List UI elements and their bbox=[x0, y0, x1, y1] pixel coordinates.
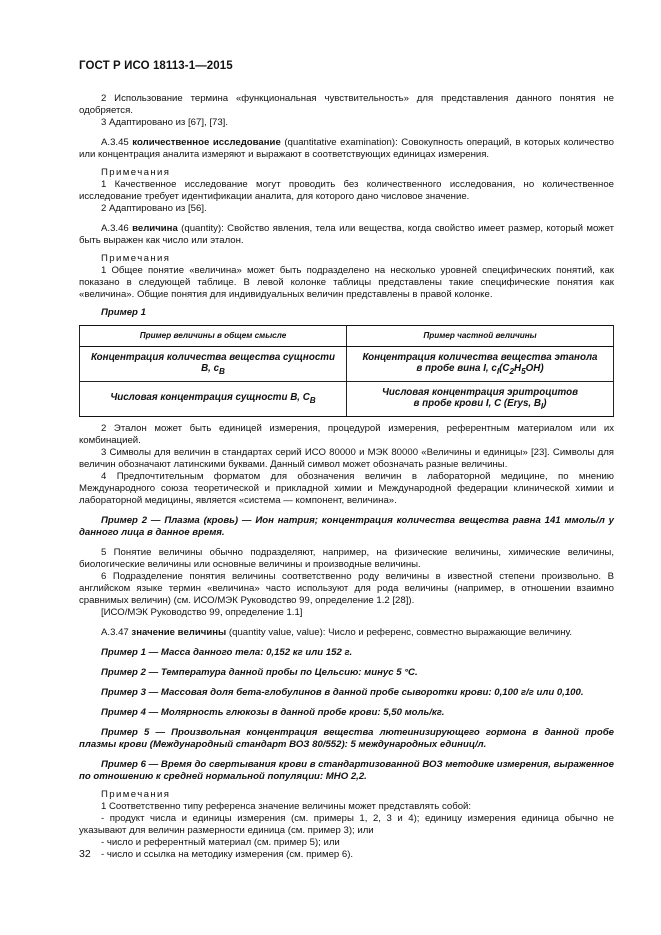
clause-number: А.3.46 bbox=[101, 223, 129, 234]
example-value-4: Пример 4 — Молярность глюкозы в данной пробе крови: 5,50 моль/кг. bbox=[101, 707, 445, 718]
paragraph: 4 Предпочтительным форматом для обозначения величин в лабораторной медицине, по мнению Международного союза теоретической и прикладной химии и Международной федерации клинической химии и лабораторной медицины, является «система — компонент, величина». bbox=[79, 471, 614, 506]
paragraph: 2 Эталон может быть единицей измерения, процедурой измерения, референтным материалом или их комбинацией. bbox=[79, 423, 614, 446]
list-item: - число и ссылка на методику измерения (см. пример 6). bbox=[101, 849, 354, 860]
example-table bbox=[79, 325, 614, 417]
definition-a347 bbox=[79, 627, 614, 639]
definition-a345 bbox=[79, 137, 614, 161]
notes-label: Примечания bbox=[101, 253, 171, 264]
term: величина bbox=[132, 223, 178, 234]
table-cell: Числовая концентрация эритроцитов в пробе крови I, C (Erys, $B_I$) bbox=[347, 382, 614, 417]
term: количественное исследование bbox=[132, 137, 281, 148]
definition-text: (quantity value, value): Число и референс, совместно выражающие величину. bbox=[226, 627, 573, 638]
example-value-1: Пример 1 — Масса данного тела: 0,152 кг или 152 г. bbox=[101, 647, 353, 658]
table-header-general: Пример величины в общем смысле bbox=[80, 326, 347, 347]
table-cell: Концентрация количества вещества сущности B, $c_B$ bbox=[80, 347, 347, 382]
example-value-5: Пример 5 — Произвольная концентрация вещества лютеинизирующего гормона в данной пробе плазмы крови (Международный стандарт ВОЗ 80/552): 5 международных единиц/л. bbox=[79, 727, 614, 750]
example-2: Пример 2 — Плазма (кровь) — Ион натрия; концентрация количества вещества равна 141 ммоль/л у данного лица в данное время. bbox=[79, 515, 614, 538]
main-content bbox=[79, 93, 614, 861]
example-value-3: Пример 3 — Массовая доля бета-глобулинов в данной пробе сыворотки крови: 0,100 г/г или 0,100. bbox=[101, 687, 584, 698]
example-value-2: Пример 2 — Температура данной пробы по Цельсию: минус 5 °C. bbox=[101, 667, 418, 678]
paragraph: 3 Символы для величин в стандартах серий ИСО 80000 и МЭК 80000 «Величины и единицы» [23]. Символы для величин обозначают латинскими буквами. Данный символ может обозначать разные величины. bbox=[79, 447, 614, 470]
page-number: 32 bbox=[79, 848, 91, 860]
paragraph: 1 Общее понятие «величина» может быть подразделено на несколько уровней специфических понятий, как показано в следующей таблице. В левой колонке таблицы представлены такие специфические понятия как «величина». Общие понятия для индивидуальных величин представлены в правой колонке. bbox=[79, 265, 614, 300]
paragraph-reference: [ИСО/МЭК Руководство 99, определение 1.1] bbox=[101, 607, 303, 618]
clause-number: А.3.45 bbox=[101, 137, 129, 148]
term: значение величины bbox=[131, 627, 227, 638]
definition-text: (quantitative examination): Совокупность операций, в которых количество или концентрация аналита измеряют и выражают в соответствующих единицах измерения. bbox=[79, 137, 614, 160]
paragraph: 1 Соответственно типу референса значение величины может представлять собой: bbox=[101, 801, 472, 812]
paragraph: 2 Использование термина «функциональная чувствительность» для представления данного понятия не одобряется. bbox=[79, 93, 614, 116]
notes-label: Примечания bbox=[101, 167, 171, 178]
paragraph: 3 Адаптировано из [67], [73]. bbox=[101, 117, 228, 128]
list-item: - число и референтный материал (см. пример 5); или bbox=[101, 837, 340, 848]
clause-number: А.3.47 bbox=[101, 627, 129, 638]
table-cell: Концентрация количества вещества этанола в пробе вина I, $c_I(C_2H_5OH)$ bbox=[347, 347, 614, 382]
table-cell: Числовая концентрация сущности B, $C_B$ bbox=[80, 382, 347, 417]
paragraph: 2 Адаптировано из [56]. bbox=[101, 203, 207, 214]
list-item: - продукт числа и единицы измерения (см. примеры 1, 2, 3 и 4); единицу измерения единица обычно не указывают для величин размерности единица (см. пример 3); или bbox=[79, 813, 614, 836]
paragraph: 5 Понятие величины обычно подразделяют, например, на физические величины, химические величины, биологические величины или основные величины и производные величины. bbox=[79, 547, 614, 570]
definition-text: (quantity): Свойство явления, тела или вещества, когда свойство имеет размер, который может быть выражен как число или эталон. bbox=[79, 223, 615, 246]
example-1-label: Пример 1 bbox=[101, 307, 146, 318]
paragraph: 6 Подразделение понятия величины соответственно роду величины в известной степени произвольно. В английском языке термин «величина» часто используют для рода величины (например, в отношении взаимно сравнимых величин) (см. ИСО/МЭК Руководство 99, определение 1.2 [28]). bbox=[79, 571, 614, 606]
example-value-6: Пример 6 — Время до свертывания крови в стандартизованной ВОЗ методике измерения, выраженное по отношению к средней нормальной популяции: МНО 2,2. bbox=[79, 759, 614, 782]
notes-label: Примечания bbox=[101, 789, 171, 800]
paragraph: 1 Качественное исследование могут проводить без количественного исследования, но количественное исследование требует идентификации аналита, для которого дано числовое значение. bbox=[79, 179, 614, 202]
table-header-specific: Пример частной величины bbox=[347, 326, 614, 347]
definition-a346 bbox=[79, 223, 614, 247]
page-header-title: ГОСТ Р ИСО 18113-1—2015 bbox=[79, 60, 233, 72]
